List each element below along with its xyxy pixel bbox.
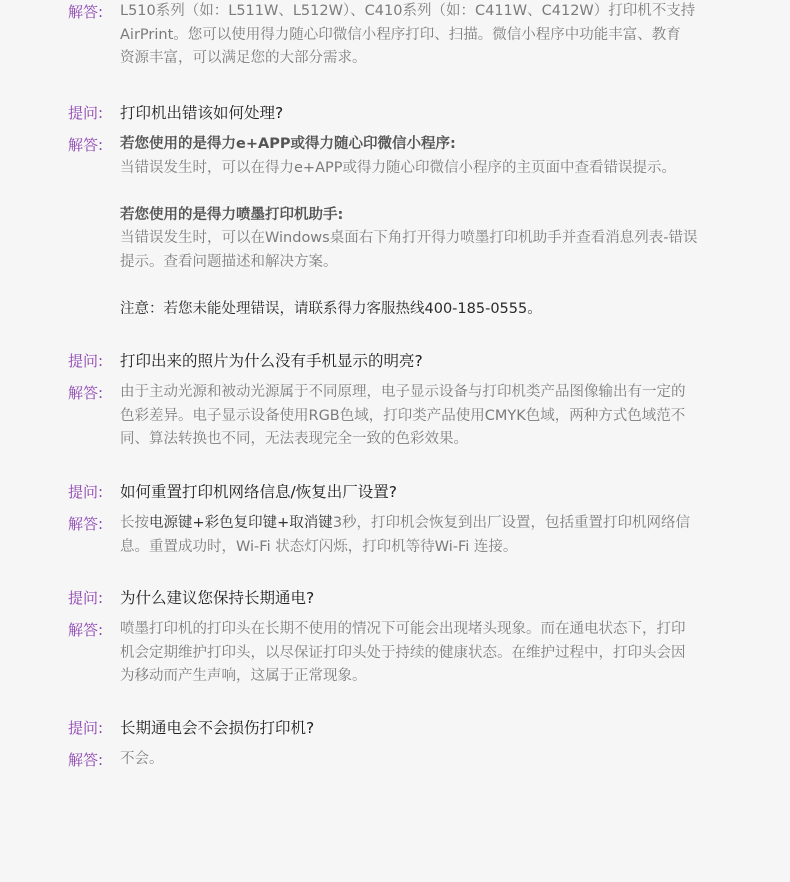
answer-line: 由于主动光源和被动光源属于不同原理，电子显示设备与打印机类产品图像输出有一定的 — [120, 384, 686, 400]
faq-item-factory-reset — [68, 480, 718, 559]
faq-item-error-handling — [68, 101, 718, 321]
answer-row — [68, 748, 718, 772]
answer-label: 解答: — [68, 136, 104, 154]
answer-line: 当错误发生时，可以在Windows桌面右下角打开得力喷墨打印机助手并查看消息列表-错误 — [120, 230, 698, 246]
question-row — [68, 716, 718, 740]
answer-line: AirPrint。您可以使用得力随心印微信小程序打印、扫描。微信小程序中功能丰富、教育 — [120, 26, 681, 43]
answer-label: 解答: — [68, 3, 104, 21]
answer-line: 喷墨打印机的打印头在长期不使用的情况下可能会出现堵头现象。而在通电状态下，打印 — [120, 621, 686, 637]
faq-item-power-on — [68, 586, 718, 689]
question-row — [68, 586, 718, 610]
question-text: 为什么建议您保持长期通电? — [120, 589, 315, 607]
answer-note: 注意：若您未能处理错误，请联系得力客服热线400-185-0555。 — [120, 300, 542, 317]
button-combo: 电源键+彩色复印键+取消键 — [149, 515, 333, 531]
answer-line: 提示。查看问题描述和解决方案。 — [120, 253, 338, 270]
answer-label: 解答: — [68, 621, 104, 639]
answer-row — [68, 0, 718, 71]
answer-row — [68, 618, 718, 689]
answer-row — [68, 133, 718, 321]
question-label: 提问: — [68, 352, 104, 370]
answer-row — [68, 512, 718, 559]
faq-item-photo-brightness — [68, 349, 718, 452]
answer-label: 解答: — [68, 384, 104, 402]
question-label: 提问: — [68, 719, 104, 737]
question-row — [68, 101, 718, 125]
faq-item-airprint — [68, 0, 718, 71]
question-label: 提问: — [68, 589, 104, 607]
answer-line: 当错误发生时，可以在得力e+APP或得力随心印微信小程序的主页面中查看错误提示。 — [120, 159, 676, 176]
answer-text: 长按 — [120, 515, 149, 531]
question-row — [68, 480, 718, 504]
answer-line: 不会。 — [120, 751, 164, 767]
faq-item-power-damage — [68, 716, 718, 772]
answer-line: 同、算法转换也不同，无法表现完全一致的色彩效果。 — [120, 431, 468, 447]
question-row — [68, 349, 718, 373]
answer-subheading: 若您使用的是得力e+APP或得力随心印微信小程序: — [120, 136, 456, 152]
answer-line: 为移动而产生声响，这属于正常现象。 — [120, 668, 367, 684]
answer-text: 3秒，打印机会恢复到出厂设置，包括重置打印机网络信 — [332, 515, 691, 531]
answer-subheading: 若您使用的是得力喷墨打印机助手: — [120, 206, 344, 223]
question-label: 提问: — [68, 483, 104, 501]
answer-line: L510系列（如：L511W、L512W）、C410系列（如：C411W、C412W）打印机不支持 — [120, 3, 696, 19]
answer-line: 息。重置成功时，Wi-Fi 状态灯闪烁，打印机等待Wi-Fi 连接。 — [120, 538, 518, 555]
question-text: 长期通电会不会损伤打印机? — [120, 719, 315, 737]
answer-row — [68, 381, 718, 452]
answer-line: 色彩差异。电子显示设备使用RGB色域，打印类产品使用CMYK色域，两种方式色域范不 — [120, 407, 686, 424]
answer-line: 机会定期维护打印头，以尽保证打印头处于持续的健康状态。在维护过程中，打印头会因 — [120, 644, 686, 661]
question-text: 打印出来的照片为什么没有手机显示的明亮? — [120, 352, 423, 370]
answer-line — [120, 512, 718, 536]
answer-line: 资源丰富，可以满足您的大部分需求。 — [120, 50, 367, 66]
question-label: 提问: — [68, 104, 104, 122]
question-text: 打印机出错该如何处理? — [120, 104, 284, 122]
answer-label: 解答: — [68, 515, 104, 533]
question-text: 如何重置打印机网络信息/恢复出厂设置? — [120, 483, 397, 501]
answer-label: 解答: — [68, 751, 104, 769]
